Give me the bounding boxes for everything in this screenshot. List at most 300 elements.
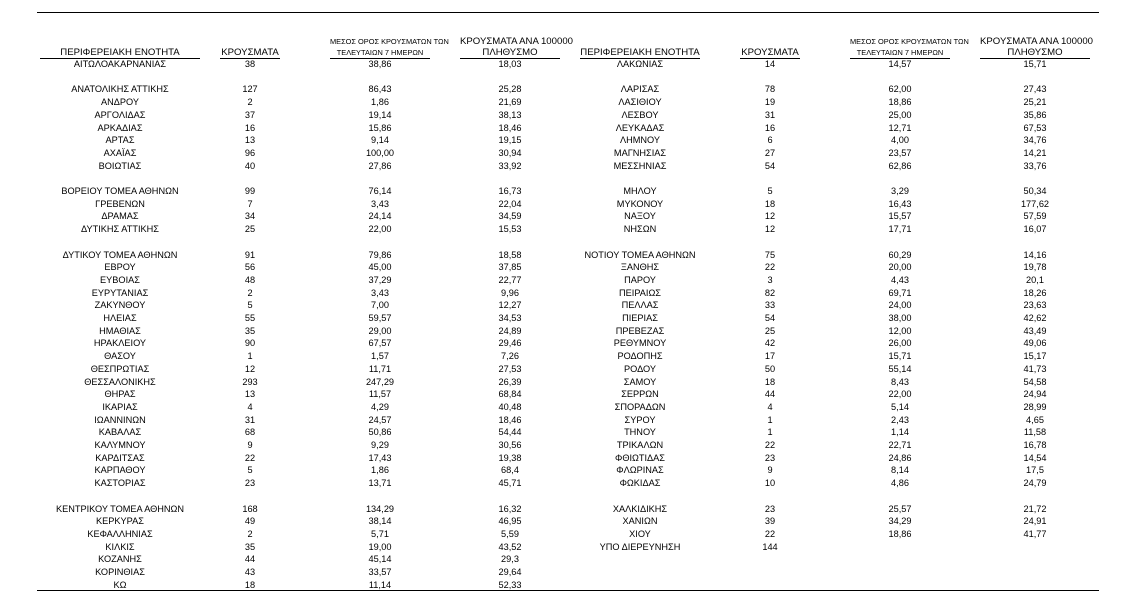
cases-value: 40 — [244, 160, 256, 171]
table-row — [0, 376, 1136, 389]
per-100k-value: 52,33 — [498, 579, 522, 590]
region-name: ΘΕΣΠΡΩΤΙΑΣ — [90, 363, 150, 374]
per-100k-value: 34,59 — [498, 211, 522, 222]
region-name: ΖΑΚΥΝΘΟΥ — [94, 300, 146, 311]
region-name: ΧΑΛΚΙΔΙΚΗΣ — [612, 503, 668, 514]
region-name: ΧΑΝΙΩΝ — [622, 516, 658, 527]
avg-7day-value: 4,29 — [371, 401, 389, 412]
cases-value: 55 — [244, 313, 256, 323]
region-name: ΠΕΛΛΑΣ — [621, 300, 659, 311]
cases-value: 27 — [764, 147, 776, 158]
avg-7day-value: 1,14 — [891, 427, 909, 438]
per-100k-value: 57,59 — [1023, 211, 1047, 222]
per-100k-value: 15,71 — [1023, 59, 1047, 69]
per-100k-value: 43,52 — [498, 541, 522, 552]
avg-7day-value: 60,29 — [888, 249, 912, 260]
cases-value: 96 — [244, 147, 256, 158]
table-row — [0, 249, 1136, 262]
cases-value: 42 — [764, 338, 776, 349]
table-header — [0, 34, 1136, 58]
region-name: ΗΡΑΚΛΕΙΟΥ — [93, 338, 147, 349]
avg-7day-value: 18,86 — [888, 528, 912, 539]
avg-7day-value: 4,00 — [891, 135, 909, 146]
per-100k-value: 18,58 — [498, 249, 522, 260]
per-100k-value: 16,73 — [498, 186, 522, 196]
per-100k-value: 54,44 — [498, 427, 522, 438]
avg-7day-value: 3,43 — [371, 287, 389, 298]
avg-7day-value: 11,14 — [368, 579, 392, 590]
per-100k-value: 19,15 — [498, 135, 522, 146]
per-100k-value: 27,53 — [498, 363, 522, 374]
table-row — [0, 325, 1136, 338]
cases-value: 19 — [764, 97, 776, 108]
per-100k-value: 12,27 — [498, 300, 522, 311]
cases-value: 5 — [247, 465, 253, 476]
cases-value: 91 — [244, 249, 256, 260]
per-100k-value: 50,34 — [1023, 186, 1047, 196]
cases-value: 23 — [764, 452, 776, 463]
avg-7day-value: 7,00 — [371, 300, 389, 311]
per-100k-value: 9,96 — [501, 287, 519, 298]
avg-7day-value: 17,71 — [888, 224, 912, 235]
avg-7day-value: 24,86 — [888, 452, 912, 463]
table-row — [0, 528, 1136, 541]
region-name: ΛΗΜΝΟΥ — [619, 135, 661, 146]
per-100k-value: 23,63 — [1023, 300, 1047, 311]
region-name: ΜΗΛΟΥ — [623, 186, 657, 196]
per-100k-value: 54,58 — [1023, 376, 1047, 387]
per-100k-value: 25,28 — [498, 84, 522, 95]
avg-7day-value: 62,00 — [888, 84, 912, 95]
cases-value: 2 — [247, 287, 253, 298]
cases-value: 1 — [247, 351, 253, 362]
cases-value: 99 — [244, 186, 256, 196]
region-name: ΑΧΑΪΑΣ — [103, 147, 137, 158]
per-100k-value: 14,16 — [1023, 249, 1047, 260]
avg-7day-value: 26,00 — [888, 338, 912, 349]
cases-value: 54 — [764, 160, 776, 171]
region-name: ΑΡΓΟΛΙΔΑΣ — [94, 109, 146, 120]
region-name: ΠΑΡΟΥ — [624, 274, 656, 285]
avg-7day-value: 45,00 — [368, 262, 392, 273]
avg-7day-value: 27,86 — [368, 160, 392, 171]
avg-7day-value: 8,43 — [891, 376, 909, 387]
cases-value: 1 — [767, 414, 773, 425]
per-100k-value: 17,5 — [1026, 465, 1044, 476]
region-name: ΚΟΖΑΝΗΣ — [98, 554, 142, 565]
avg-7day-value: 16,43 — [888, 198, 912, 209]
region-name: ΣΑΜΟΥ — [623, 376, 657, 387]
per-100k-value: 24,91 — [1023, 516, 1047, 527]
per-100k-value: 15,17 — [1023, 351, 1047, 362]
region-name: ΛΑΚΩΝΙΑΣ — [616, 59, 664, 69]
region-name: ΕΥΒΟΙΑΣ — [100, 274, 140, 285]
per-100k-value: 38,13 — [498, 109, 522, 120]
region-name: ΚΕΦΑΛΛΗΝΙΑΣ — [87, 528, 153, 539]
table-row — [0, 261, 1136, 274]
cases-value: 144 — [762, 541, 778, 552]
per-100k-value: 33,92 — [498, 160, 522, 171]
per-100k-value: 26,39 — [498, 376, 522, 387]
cases-value: 3 — [767, 274, 773, 285]
region-name: ΑΡΚΑΔΙΑΣ — [97, 122, 143, 133]
avg-7day-value: 19,14 — [368, 109, 392, 120]
region-name: ΧΙΟΥ — [629, 528, 651, 539]
per-100k-value: 18,46 — [498, 414, 522, 425]
avg-7day-value: 4,43 — [891, 274, 909, 285]
table-row — [0, 236, 1136, 249]
avg-7day-value: 17,43 — [368, 452, 392, 463]
region-name: ΔΥΤΙΚΟΥ ΤΟΜΕΑ ΑΘΗΝΩΝ — [62, 249, 178, 260]
table-row — [0, 503, 1136, 516]
table-row — [0, 477, 1136, 490]
cases-value: 34 — [244, 211, 256, 222]
header-cases-right: ΚΡΟΥΣΜΑΤΑ — [741, 47, 799, 58]
region-name: ΘΗΡΑΣ — [104, 389, 136, 400]
avg-7day-value: 34,29 — [888, 516, 912, 527]
avg-7day-value: 22,00 — [888, 389, 912, 400]
per-100k-value: 30,94 — [498, 147, 522, 158]
cases-value: 25 — [764, 325, 776, 336]
region-name: ΣΠΟΡΑΔΩΝ — [614, 401, 666, 412]
avg-7day-value: 38,86 — [368, 59, 392, 69]
region-name: ΚΩ — [113, 579, 127, 590]
avg-7day-value: 59,57 — [368, 313, 392, 323]
avg-7day-value: 86,43 — [368, 84, 392, 95]
region-name: ΛΑΣΙΘΙΟΥ — [618, 97, 662, 108]
avg-7day-value: 20,00 — [888, 262, 912, 273]
table-row — [0, 58, 1136, 71]
cases-value: 18 — [244, 579, 256, 590]
per-100k-value: 41,77 — [1023, 528, 1047, 539]
avg-7day-value: 29,00 — [368, 325, 392, 336]
table-row — [0, 414, 1136, 427]
table-row — [0, 388, 1136, 401]
cases-value: 9 — [767, 465, 773, 476]
table-row — [0, 198, 1136, 211]
region-name: ΚΑΒΑΛΑΣ — [98, 427, 142, 438]
region-name: ΓΡΕΒΕΝΩΝ — [95, 198, 145, 209]
cases-value: 23 — [244, 478, 256, 489]
per-100k-value: 29,64 — [498, 567, 522, 577]
per-100k-value: 21,69 — [498, 97, 522, 108]
cases-value: 22 — [764, 262, 776, 273]
header-region-right: ΠΕΡΙΦΕΡΕΙΑΚΗ ΕΝΟΤΗΤΑ — [580, 47, 700, 58]
cases-value: 56 — [244, 262, 256, 273]
region-name: ΡΕΘΥΜΝΟΥ — [613, 338, 667, 349]
cases-value: 12 — [764, 224, 776, 235]
cases-value: 168 — [242, 503, 258, 514]
per-100k-value: 29,46 — [498, 338, 522, 349]
region-name: ΡΟΔΟΥ — [623, 363, 656, 374]
cases-value: 293 — [242, 376, 258, 387]
avg-7day-value: 15,71 — [888, 351, 912, 362]
table-row — [0, 185, 1136, 198]
cases-value: 22 — [764, 528, 776, 539]
cases-value: 13 — [244, 389, 256, 400]
table-row — [0, 490, 1136, 503]
avg-7day-value: 1,57 — [371, 351, 389, 362]
table-row — [0, 541, 1136, 554]
cases-value: 14 — [764, 59, 776, 69]
per-100k-value: 67,53 — [1023, 122, 1047, 133]
cases-value: 82 — [764, 287, 776, 298]
region-name: ΝΑΞΟΥ — [624, 211, 656, 222]
table-row — [0, 223, 1136, 236]
table-row — [0, 452, 1136, 465]
table-row — [0, 109, 1136, 122]
cases-value: 39 — [764, 516, 776, 527]
per-100k-value: 25,21 — [1023, 97, 1047, 108]
bottom-rule — [37, 590, 1099, 591]
avg-7day-value: 9,14 — [371, 135, 389, 146]
avg-7day-value: 38,14 — [368, 516, 392, 527]
header-per100k-left: ΚΡΟΥΣΜΑΤΑ ΑΝΑ 100000 ΠΛΗΘΥΣΜΟ — [460, 36, 573, 58]
avg-7day-value: 69,71 — [888, 287, 912, 298]
region-name: ΦΛΩΡΙΝΑΣ — [616, 465, 664, 476]
cases-value: 127 — [242, 84, 258, 95]
avg-7day-value: 76,14 — [368, 186, 392, 196]
table-row — [0, 363, 1136, 376]
per-100k-value: 46,95 — [498, 516, 522, 527]
region-name: ΤΗΝΟΥ — [624, 427, 656, 438]
avg-7day-value: 50,86 — [368, 427, 392, 438]
table-row — [0, 160, 1136, 173]
region-name: ΚΑΣΤΟΡΙΑΣ — [94, 478, 146, 489]
region-name: ΙΩΑΝΝΙΝΩΝ — [94, 414, 146, 425]
region-name: ΚΟΡΙΝΘΙΑΣ — [95, 567, 145, 577]
region-name: ΝΟΤΙΟΥ ΤΟΜΕΑ ΑΘΗΝΩΝ — [584, 249, 696, 260]
region-name: ΔΡΑΜΑΣ — [101, 211, 139, 222]
region-name: ΠΡΕΒΕΖΑΣ — [615, 325, 665, 336]
table-row — [0, 299, 1136, 312]
per-100k-value: 29,3 — [501, 554, 519, 565]
region-name: ΡΟΔΟΠΗΣ — [617, 351, 663, 362]
cases-value: 10 — [764, 478, 776, 489]
cases-value: 4 — [247, 401, 253, 412]
per-100k-value: 49,06 — [1023, 338, 1047, 349]
region-name: ΣΥΡΟΥ — [624, 414, 656, 425]
cases-value: 12 — [764, 211, 776, 222]
cases-value: 2 — [247, 97, 253, 108]
region-name: ΛΕΥΚΑΔΑΣ — [615, 122, 665, 133]
avg-7day-value: 100,00 — [365, 147, 395, 158]
region-name: ΘΑΣΟΥ — [104, 351, 136, 362]
per-100k-value: 41,73 — [1023, 363, 1047, 374]
table-row — [0, 515, 1136, 528]
avg-7day-value: 11,57 — [368, 389, 392, 400]
table-row — [0, 287, 1136, 300]
table-row — [0, 172, 1136, 185]
region-name: ΗΛΕΙΑΣ — [103, 313, 137, 323]
table-row — [0, 566, 1136, 579]
avg-7day-value: 9,29 — [371, 440, 389, 450]
region-name: ΚΑΛΥΜΝΟΥ — [94, 440, 146, 450]
region-name: ΦΘΙΩΤΙΔΑΣ — [614, 452, 665, 463]
per-100k-value: 24,89 — [498, 325, 522, 336]
per-100k-value: 40,48 — [498, 401, 522, 412]
avg-7day-value: 5,14 — [891, 401, 909, 412]
cases-value: 35 — [244, 541, 256, 552]
region-name: ΜΑΓΝΗΣΙΑΣ — [613, 147, 667, 158]
region-name: ΑΝΔΡΟΥ — [100, 97, 139, 108]
cases-value: 5 — [247, 300, 253, 311]
per-100k-value: 24,79 — [1023, 478, 1047, 489]
table-row — [0, 312, 1136, 325]
avg-7day-value: 24,14 — [368, 211, 392, 222]
avg-7day-value: 12,00 — [888, 325, 912, 336]
cases-value: 75 — [764, 249, 776, 260]
cases-value: 38 — [244, 59, 256, 69]
avg-7day-value: 11,71 — [368, 363, 392, 374]
avg-7day-value: 1,86 — [371, 97, 389, 108]
header-avg-right: ΜΕΣΟΣ ΟΡΟΣ ΚΡΟΥΣΜΑΤΩΝ ΤΩΝ ΤΕΛΕΥΤΑΙΩΝ 7 ΗΜΕΡΩΝ — [850, 37, 969, 57]
per-100k-value: 22,77 — [498, 274, 522, 285]
avg-7day-value: 247,29 — [365, 376, 395, 387]
cases-value: 16 — [244, 122, 256, 133]
avg-7day-value: 23,57 — [888, 147, 912, 158]
per-100k-value: 18,46 — [498, 122, 522, 133]
region-name: ΛΑΡΙΣΑΣ — [620, 84, 660, 95]
avg-7day-value: 4,86 — [891, 478, 909, 489]
per-100k-value: 19,78 — [1023, 262, 1047, 273]
avg-7day-value: 8,14 — [891, 465, 909, 476]
region-name: ΕΥΡΥΤΑΝΙΑΣ — [91, 287, 149, 298]
per-100k-value: 15,53 — [498, 224, 522, 235]
per-100k-value: 34,53 — [498, 313, 522, 323]
table-row — [0, 96, 1136, 109]
cases-value: 18 — [764, 376, 776, 387]
avg-7day-value: 67,57 — [368, 338, 392, 349]
cases-value: 22 — [764, 440, 776, 450]
per-100k-value: 14,21 — [1023, 147, 1047, 158]
table-row — [0, 553, 1136, 566]
region-name: ΒΟΡΕΙΟΥ ΤΟΜΕΑ ΑΘΗΝΩΝ — [61, 186, 179, 196]
avg-7day-value: 22,00 — [368, 224, 392, 235]
region-name: ΚΕΝΤΡΙΚΟΥ ΤΟΜΕΑ ΑΘΗΝΩΝ — [55, 503, 185, 514]
cases-value: 1 — [767, 427, 773, 438]
avg-7day-value: 15,57 — [888, 211, 912, 222]
table-row — [0, 83, 1136, 96]
region-name: ΘΕΣΣΑΛΟΝΙΚΗΣ — [84, 376, 156, 387]
per-100k-value: 5,59 — [501, 528, 519, 539]
cases-value: 31 — [764, 109, 776, 120]
table-row — [0, 350, 1136, 363]
avg-7day-value: 25,57 — [888, 503, 912, 514]
cases-value: 43 — [244, 567, 256, 577]
avg-7day-value: 14,57 — [888, 59, 912, 69]
region-name: ΥΠΟ ΔΙΕΡΕΥΝΗΣΗ — [599, 541, 681, 552]
avg-7day-value: 33,57 — [368, 567, 392, 577]
cases-value: 90 — [244, 338, 256, 349]
table-row — [0, 337, 1136, 350]
avg-7day-value: 12,71 — [888, 122, 912, 133]
cases-value: 49 — [244, 516, 256, 527]
cases-value: 35 — [244, 325, 256, 336]
region-name: ΣΕΡΡΩΝ — [621, 389, 659, 400]
per-100k-value: 16,78 — [1023, 440, 1047, 450]
cases-value: 22 — [244, 452, 256, 463]
per-100k-value: 11,58 — [1023, 427, 1047, 438]
per-100k-value: 34,76 — [1023, 135, 1047, 146]
per-100k-value: 68,4 — [501, 465, 519, 476]
avg-7day-value: 18,86 — [888, 97, 912, 108]
cases-value: 44 — [244, 554, 256, 565]
per-100k-value: 30,56 — [498, 440, 522, 450]
cases-value: 68 — [244, 427, 256, 438]
avg-7day-value: 13,71 — [368, 478, 392, 489]
cases-value: 31 — [244, 414, 256, 425]
table-row — [0, 134, 1136, 147]
avg-7day-value: 2,43 — [891, 414, 909, 425]
cases-value: 7 — [247, 198, 253, 209]
cases-value: 6 — [767, 135, 773, 146]
avg-7day-value: 3,43 — [371, 198, 389, 209]
per-100k-value: 42,62 — [1023, 313, 1047, 323]
cases-value: 5 — [767, 186, 773, 196]
avg-7day-value: 1,86 — [371, 465, 389, 476]
avg-7day-value: 62,86 — [888, 160, 912, 171]
cases-value: 23 — [764, 503, 776, 514]
per-100k-value: 28,99 — [1023, 401, 1047, 412]
region-name: ΒΟΙΩΤΙΑΣ — [98, 160, 142, 171]
table-row — [0, 122, 1136, 135]
avg-7day-value: 45,14 — [368, 554, 392, 565]
cases-value: 78 — [764, 84, 776, 95]
header-cases-left: ΚΡΟΥΣΜΑΤΑ — [221, 47, 279, 58]
region-name: ΑΙΤΩΛΟΑΚΑΡΝΑΝΙΑΣ — [73, 59, 167, 69]
region-name: ΠΕΙΡΑΙΩΣ — [619, 287, 661, 298]
table-row — [0, 71, 1136, 84]
table-row — [0, 210, 1136, 223]
avg-7day-value: 38,00 — [888, 313, 912, 323]
avg-7day-value: 25,00 — [888, 109, 912, 120]
region-name: ΕΒΡΟΥ — [104, 262, 136, 273]
avg-7day-value: 22,71 — [888, 440, 912, 450]
avg-7day-value: 55,14 — [888, 363, 912, 374]
avg-7day-value: 19,00 — [368, 541, 392, 552]
header-per100k-right: ΚΡΟΥΣΜΑΤΑ ΑΝΑ 100000 ΠΛΗΘΥΣΜΟ — [980, 36, 1093, 58]
cases-value: 9 — [247, 440, 253, 450]
region-name: ΝΗΣΩΝ — [623, 224, 657, 235]
region-name: ΤΡΙΚΑΛΩΝ — [616, 440, 664, 450]
region-name: ΔΥΤΙΚΗΣ ΑΤΤΙΚΗΣ — [81, 224, 159, 235]
cases-value: 18 — [764, 198, 776, 209]
region-name: ΞΑΝΘΗΣ — [620, 262, 660, 273]
per-100k-value: 18,03 — [498, 59, 522, 69]
cases-value: 37 — [244, 109, 256, 120]
table-row — [0, 401, 1136, 414]
avg-7day-value: 79,86 — [368, 249, 392, 260]
top-rule — [37, 12, 1099, 13]
table-row — [0, 274, 1136, 287]
table-row — [0, 464, 1136, 477]
per-100k-value: 37,85 — [498, 262, 522, 273]
per-100k-value: 24,94 — [1023, 389, 1047, 400]
cases-value: 48 — [244, 274, 256, 285]
per-100k-value: 177,62 — [1020, 198, 1050, 209]
per-100k-value: 7,26 — [501, 351, 519, 362]
per-100k-value: 19,38 — [498, 452, 522, 463]
per-100k-value: 18,26 — [1023, 287, 1047, 298]
per-100k-value: 22,04 — [498, 198, 522, 209]
region-name: ΦΩΚΙΔΑΣ — [619, 478, 661, 489]
cases-value: 50 — [764, 363, 776, 374]
table-row — [0, 426, 1136, 439]
region-name: ΛΕΣΒΟΥ — [621, 109, 659, 120]
header-region-left: ΠΕΡΙΦΕΡΕΙΑΚΗ ΕΝΟΤΗΤΑ — [60, 47, 180, 58]
per-100k-value: 21,72 — [1023, 503, 1047, 514]
